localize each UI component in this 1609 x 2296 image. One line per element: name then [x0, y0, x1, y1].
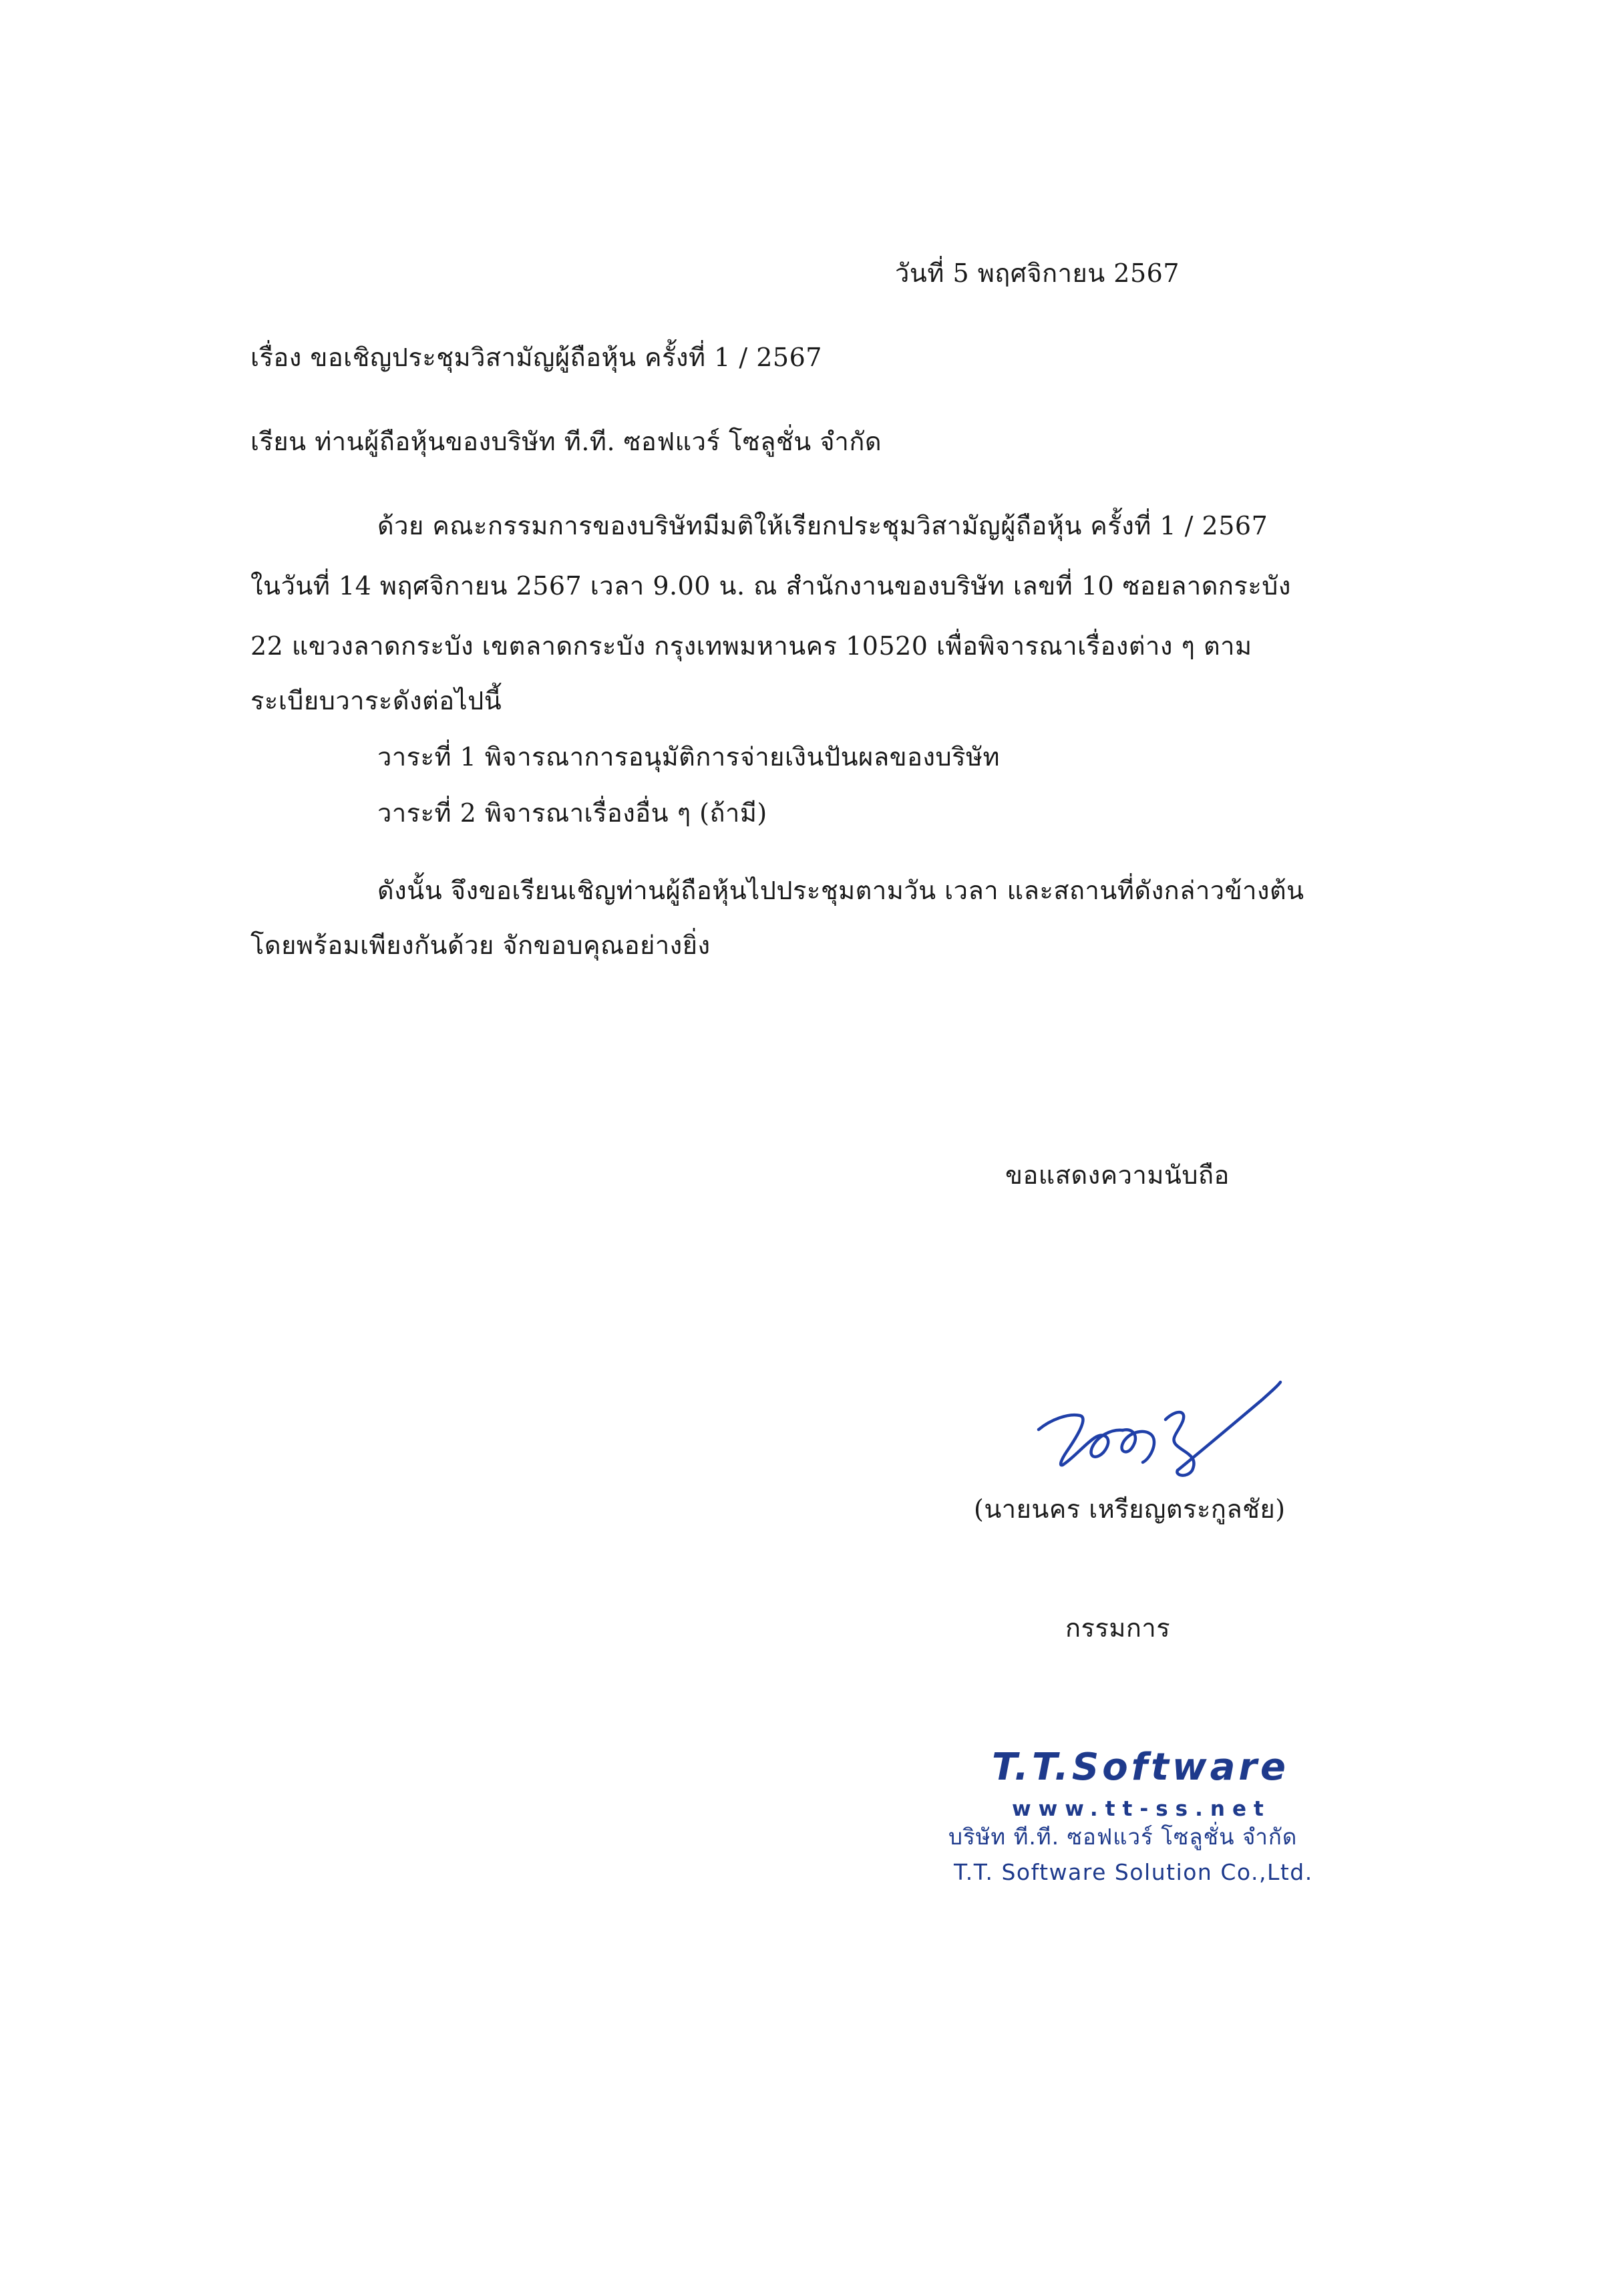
- agenda-item: วาระที่ 2 พิจารณาเรื่องอื่น ๆ (ถ้ามี): [377, 798, 767, 828]
- letter-date: วันที่ 5 พฤศจิกายน 2567: [895, 259, 1180, 288]
- body-line: ในวันที่ 14 พฤศจิกายน 2567 เวลา 9.00 น. ณ สำนักงานของบริษัท เลขที่ 10 ซอยลาดกระบัง: [250, 571, 1291, 601]
- body-line: ระเบียบวาระดังต่อไปนี้: [250, 686, 502, 715]
- stamp-url: www.tt-ss.net: [1012, 1797, 1271, 1821]
- stamp-brand: T.T.Software: [992, 1746, 1289, 1789]
- body-line: 22 แขวงลาดกระบัง เขตลาดกระบัง กรุงเทพมหานคร 10520 เพื่อพิจารณาเรื่องต่าง ๆ ตาม: [250, 631, 1252, 661]
- stamp-thai-name: บริษัท ที.ที. ซอฟแวร์ โซลูชั่น จำกัด: [948, 1824, 1298, 1850]
- body-line: ด้วย คณะกรรมการของบริษัทมีมติให้เรียกประชุมวิสามัญผู้ถือหุ้น ครั้งที่ 1 / 2567: [377, 511, 1268, 540]
- letter-subject: เรื่อง ขอเชิญประชุมวิสามัญผู้ถือหุ้น ครั้งที่ 1 / 2567: [250, 343, 822, 372]
- closing-line: ดังนั้น จึงขอเรียนเชิญท่านผู้ถือหุ้นไปประชุมตามวัน เวลา และสถานที่ดังกล่าวข้างต้น: [377, 876, 1304, 905]
- stamp-english-name: T.T. Software Solution Co.,Ltd.: [954, 1859, 1313, 1885]
- regards: ขอแสดงความนับถือ: [1005, 1160, 1230, 1190]
- signature-mark: [1032, 1373, 1286, 1483]
- letter-recipient: เรียน ท่านผู้ถือหุ้นของบริษัท ที.ที. ซอฟแวร์ โซลูชั่น จำกัด: [250, 427, 882, 456]
- signer-title: กรรมการ: [1065, 1613, 1171, 1643]
- closing-line: โดยพร้อมเพียงกันด้วย จักขอบคุณอย่างยิ่ง: [250, 931, 711, 960]
- agenda-item: วาระที่ 1 พิจารณาการอนุมัติการจ่ายเงินปันผลของบริษัท: [377, 742, 1001, 772]
- signer-name: (นายนคร เหรียญตระกูลชัย): [974, 1494, 1286, 1524]
